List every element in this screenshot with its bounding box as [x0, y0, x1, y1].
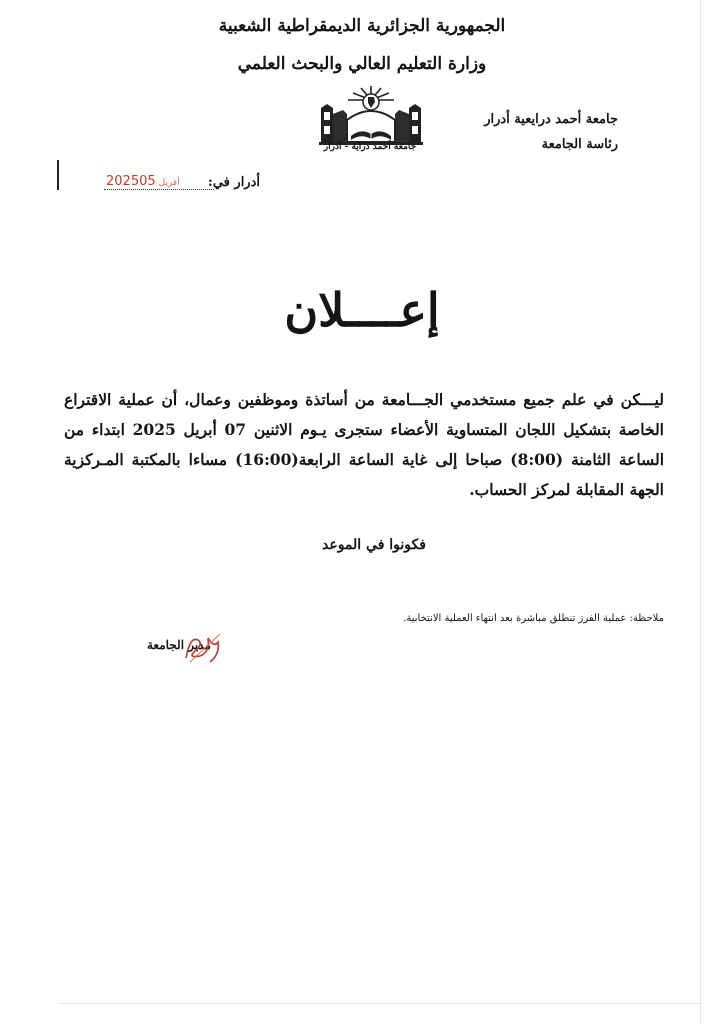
republic-title: الجمهورية الجزائرية الديمقراطية الشعبية [218, 16, 506, 36]
date-stamp [106, 174, 183, 189]
date-stamp-day: 05 [139, 174, 156, 189]
date-label: أدرار في: [208, 175, 260, 190]
date-dotted-line [104, 189, 214, 190]
note-text: ملاحظة: عملية الفرز تنطلق مباشرة بعد انتهاء العملية الانتخابية. [403, 613, 664, 624]
logo-caption: جامعة أحمد دراية - أدرار [323, 142, 417, 152]
date-stamp-year: 2025 [106, 174, 140, 189]
ministry-title: وزارة التعليم العالي والبحث العلمي [237, 54, 487, 74]
scan-edge-line [60, 1003, 700, 1004]
signature-scribble-icon [180, 628, 226, 668]
signature-title: مدير الجامعة [147, 638, 211, 652]
university-name: جامعة أحمد درايعية أدرار [484, 112, 618, 127]
announcement-closing: فكونوا في الموعد [322, 537, 426, 553]
university-presidency: رئاسة الجامعة [541, 137, 618, 152]
date-stamp-month: أفريل [158, 178, 180, 188]
announcement-title: إعــــلان [284, 283, 440, 337]
announcement-body: ليـــكن في علم جميع مستخدمي الجـــامعة من أساتذة وموظفين وعمال، أن عملية الاقتراع الخاصة بتشكيل اللجان المتساوية الأعضاء ستجرى يـوم الاثنين 07 أبريل 2025 ابتداء من الساعة الثامنة (8:00) صباحا إلى غاية الساعة الرابعة(16:00) مساءا بالمكتبة المـركزية الجهة المقابلة لمركز الحساب. [64, 390, 665, 499]
scan-edge-line [700, 0, 701, 1024]
scan-edge-mark [57, 160, 59, 190]
